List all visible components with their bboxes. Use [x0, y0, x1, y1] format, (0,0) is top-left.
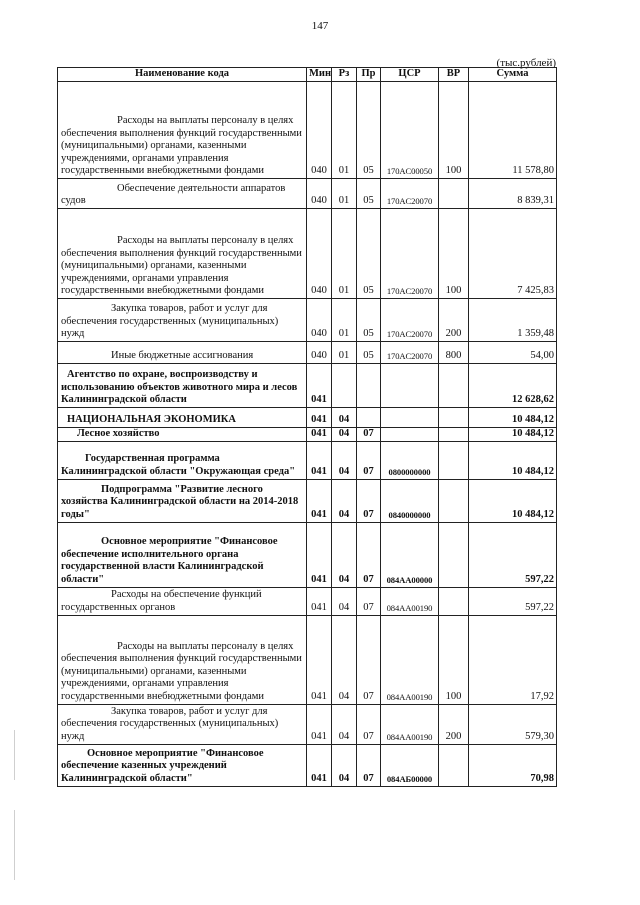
row-name: Лесное хозяйство [58, 428, 307, 442]
row-name: Основное мероприятие "Финансовое обеспечение казенных учреждений Калининградской области" [58, 744, 307, 786]
row-min: 040 [307, 82, 332, 179]
table-row [58, 364, 557, 408]
row-rz: 01 [332, 342, 357, 364]
row-name: Расходы на выплаты персоналу в целях обеспечения выполнения функций государственными (муниципальными) органами, казенными учреждениями, органами управления государственными внебюджетными фондами [58, 82, 307, 179]
row-pr: 07 [357, 522, 381, 587]
row-sum: 70,98 [469, 744, 557, 786]
row-csr [381, 364, 439, 408]
row-vr: 100 [439, 82, 469, 179]
table-row [58, 342, 557, 364]
header-rz: Рз [332, 68, 357, 82]
row-min: 040 [307, 209, 332, 299]
row-csr [381, 408, 439, 428]
row-sum: 579,30 [469, 704, 557, 744]
row-sum: 54,00 [469, 342, 557, 364]
row-name: Основное мероприятие "Финансовое обеспечение исполнительного органа государственной власти Калининградской области" [58, 522, 307, 587]
row-min: 041 [307, 744, 332, 786]
row-sum: 11 578,80 [469, 82, 557, 179]
row-pr: 05 [357, 82, 381, 179]
budget-table [57, 67, 557, 787]
row-min: 041 [307, 615, 332, 704]
header-name: Наименование кода [58, 68, 307, 82]
row-vr [439, 364, 469, 408]
row-vr [439, 479, 469, 522]
row-vr: 100 [439, 615, 469, 704]
row-csr: 084AA00190 [381, 587, 439, 615]
row-min: 041 [307, 479, 332, 522]
row-pr [357, 364, 381, 408]
row-name: Закупка товаров, работ и услуг для обеспечения государственных (муниципальных) нужд [58, 704, 307, 744]
row-rz: 04 [332, 744, 357, 786]
row-rz: 04 [332, 522, 357, 587]
row-rz: 04 [332, 587, 357, 615]
row-sum: 10 484,12 [469, 408, 557, 428]
row-min: 041 [307, 704, 332, 744]
row-csr: 170AC20070 [381, 299, 439, 342]
row-pr: 07 [357, 441, 381, 479]
table-row [58, 428, 557, 442]
row-csr: 170AC00050 [381, 82, 439, 179]
row-csr: 0840000000 [381, 479, 439, 522]
table-row [58, 704, 557, 744]
row-sum: 597,22 [469, 587, 557, 615]
row-rz: 04 [332, 408, 357, 428]
row-pr: 07 [357, 428, 381, 442]
table-row [58, 522, 557, 587]
row-min: 040 [307, 179, 332, 209]
table-row [58, 587, 557, 615]
row-rz: 04 [332, 615, 357, 704]
table-row [58, 615, 557, 704]
row-name: Подпрограмма "Развитие лесного хозяйства Калининградской области на 2014-2018 годы" [58, 479, 307, 522]
row-csr [381, 428, 439, 442]
row-min: 041 [307, 428, 332, 442]
row-sum: 597,22 [469, 522, 557, 587]
row-rz: 04 [332, 441, 357, 479]
row-csr: 0800000000 [381, 441, 439, 479]
row-pr: 05 [357, 209, 381, 299]
row-min: 041 [307, 522, 332, 587]
scan-artifact-line [14, 730, 15, 780]
row-vr [439, 441, 469, 479]
row-pr: 05 [357, 299, 381, 342]
row-pr: 07 [357, 744, 381, 786]
row-rz: 04 [332, 479, 357, 522]
header-csr: ЦСР [381, 68, 439, 82]
row-sum: 1 359,48 [469, 299, 557, 342]
row-pr: 07 [357, 587, 381, 615]
table-row [58, 408, 557, 428]
row-rz: 01 [332, 179, 357, 209]
row-name: Расходы на выплаты персоналу в целях обеспечения выполнения функций государственными (муниципальными) органами, казенными учреждениями, органами управления государственными внебюджетными фондами [58, 615, 307, 704]
table-row [58, 82, 557, 179]
row-rz: 01 [332, 209, 357, 299]
row-csr: 084AA00000 [381, 522, 439, 587]
row-vr [439, 744, 469, 786]
table-header-row [58, 68, 557, 82]
row-csr: 170AC20070 [381, 209, 439, 299]
row-min: 041 [307, 441, 332, 479]
header-vr: ВР [439, 68, 469, 82]
row-rz [332, 364, 357, 408]
row-vr [439, 587, 469, 615]
row-pr: 07 [357, 704, 381, 744]
row-sum: 10 484,12 [469, 428, 557, 442]
row-rz: 01 [332, 299, 357, 342]
table-row [58, 209, 557, 299]
row-name: Расходы на выплаты персоналу в целях обеспечения выполнения функций государственными (муниципальными) органами, казенными учреждениями, органами управления государственными внебюджетными фондами [58, 209, 307, 299]
row-vr: 100 [439, 209, 469, 299]
row-name: Государственная программа Калининградской области "Окружающая среда" [58, 441, 307, 479]
row-vr [439, 179, 469, 209]
row-csr: 084AA00190 [381, 615, 439, 704]
units-label: (тыс.рублей) [496, 57, 556, 69]
row-vr [439, 522, 469, 587]
row-sum: 10 484,12 [469, 479, 557, 522]
header-pr: Пр [357, 68, 381, 82]
row-rz: 04 [332, 704, 357, 744]
row-csr: 170AC20070 [381, 179, 439, 209]
row-rz: 04 [332, 428, 357, 442]
row-name: Закупка товаров, работ и услуг для обеспечения государственных (муниципальных) нужд [58, 299, 307, 342]
row-vr: 200 [439, 299, 469, 342]
row-rz: 01 [332, 82, 357, 179]
row-name: НАЦИОНАЛЬНАЯ ЭКОНОМИКА [58, 408, 307, 428]
row-min: 040 [307, 342, 332, 364]
row-vr: 800 [439, 342, 469, 364]
row-pr: 05 [357, 342, 381, 364]
table-row [58, 299, 557, 342]
header-min: Мин [307, 68, 332, 82]
table-row [58, 744, 557, 786]
row-csr: 170AC20070 [381, 342, 439, 364]
row-name: Расходы на обеспечение функций государственных органов [58, 587, 307, 615]
row-name: Агентство по охране, воспроизводству и использованию объектов животного мира и лесов Калининградской области [58, 364, 307, 408]
scan-artifact-line [14, 810, 15, 880]
table-row [58, 479, 557, 522]
row-csr: 084АБ00000 [381, 744, 439, 786]
row-csr: 084AA00190 [381, 704, 439, 744]
row-name: Иные бюджетные ассигнования [58, 342, 307, 364]
row-min: 041 [307, 364, 332, 408]
row-pr: 07 [357, 615, 381, 704]
header-sum: Сумма [469, 68, 557, 82]
page-number: 147 [311, 20, 329, 32]
row-sum: 17,92 [469, 615, 557, 704]
row-vr [439, 408, 469, 428]
row-sum: 12 628,62 [469, 364, 557, 408]
row-pr: 07 [357, 479, 381, 522]
table-row [58, 179, 557, 209]
row-name: Обеспечение деятельности аппаратов судов [58, 179, 307, 209]
table-row [58, 441, 557, 479]
row-min: 041 [307, 408, 332, 428]
row-min: 041 [307, 587, 332, 615]
row-pr [357, 408, 381, 428]
row-min: 040 [307, 299, 332, 342]
row-sum: 10 484,12 [469, 441, 557, 479]
row-sum: 7 425,83 [469, 209, 557, 299]
row-vr: 200 [439, 704, 469, 744]
row-vr [439, 428, 469, 442]
row-sum: 8 839,31 [469, 179, 557, 209]
row-pr: 05 [357, 179, 381, 209]
